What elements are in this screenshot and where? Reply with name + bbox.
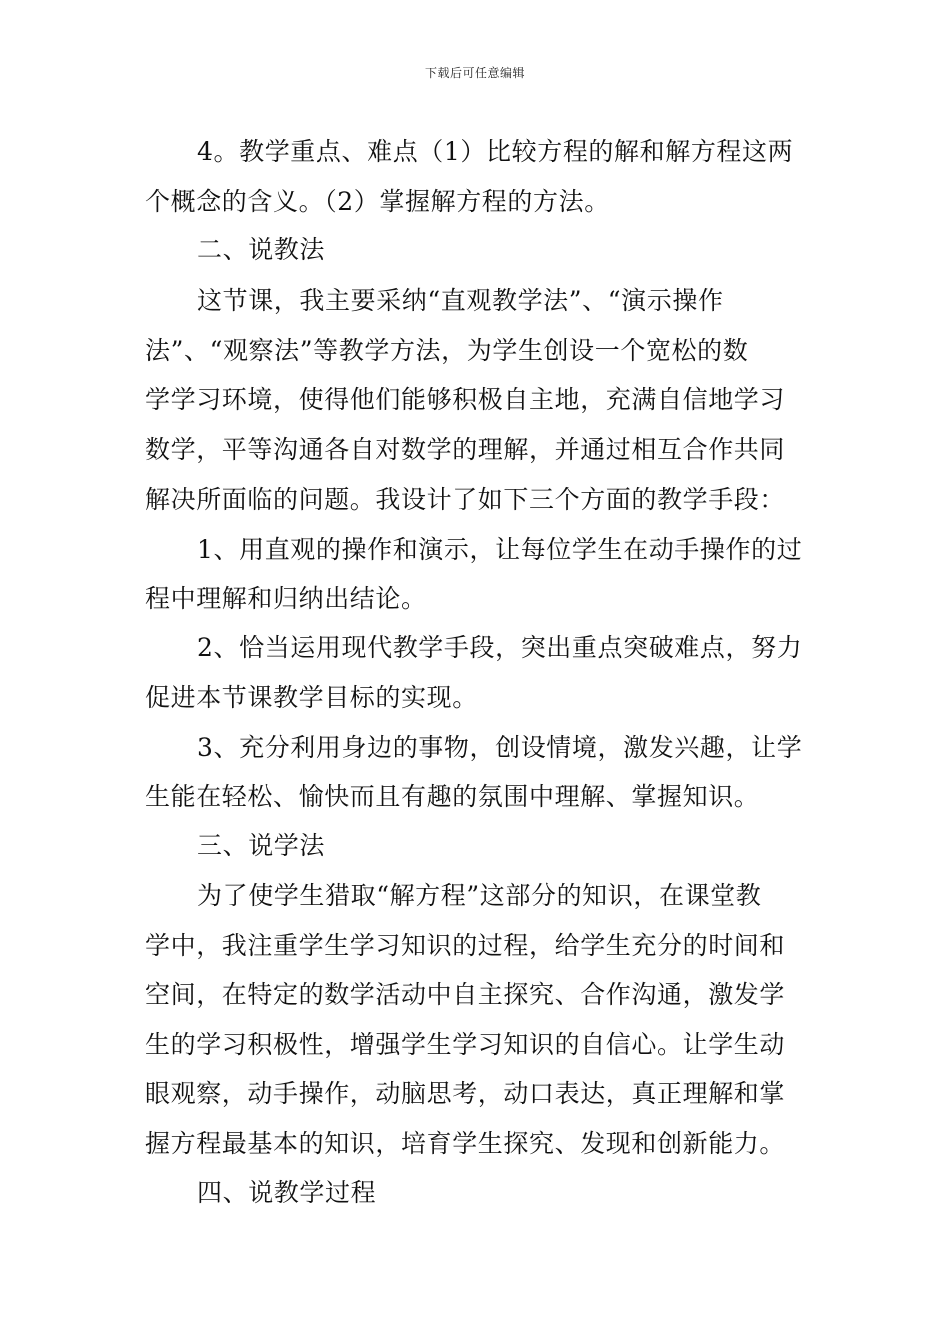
paragraph-line: 促进本节课教学目标的实现。: [145, 683, 478, 712]
paragraph-line: 程中理解和归纳出结论。: [145, 584, 427, 613]
section-heading: 三、说学法: [197, 831, 326, 860]
paragraph-line: 学中，我注重学生学习知识的过程，给学生充分的时间和: [145, 931, 786, 960]
paragraph-line: 1、用直观的操作和演示，让每位学生在动手操作的过: [197, 535, 803, 564]
paragraph-line: 解决所面临的问题。我设计了如下三个方面的教学手段：: [145, 485, 786, 514]
paragraph-line: 个概念的含义。（2）掌握解方程的方法。: [145, 187, 610, 216]
section-heading: 二、说教法: [197, 235, 326, 264]
section-heading: 四、说教学过程: [197, 1178, 377, 1207]
paragraph-line: 2、恰当运用现代教学手段，突出重点突破难点，努力: [197, 633, 803, 662]
paragraph-line: 这节课，我主要采纳“直观教学法”、“演示操作: [197, 286, 724, 315]
paragraph-line: 法”、“观察法”等教学方法，为学生创设一个宽松的数: [145, 336, 749, 365]
paragraph-line: 3、充分利用身边的事物，创设情境，激发兴趣，让学: [197, 733, 803, 762]
paragraph-line: 握方程最基本的知识，培育学生探究、发现和创新能力。: [145, 1129, 786, 1158]
paragraph-line: 学学习环境，使得他们能够积极自主地，充满自信地学习: [145, 385, 786, 414]
page-header: 下载后可任意编辑: [424, 66, 525, 80]
paragraph-line: 数学，平等沟通各自对数学的理解，并通过相互合作共同: [145, 435, 786, 464]
paragraph-line: 为了使学生猎取“解方程”这部分的知识，在课堂教: [197, 881, 762, 910]
paragraph-line: 生的学习积极性，增强学生学习知识的自信心。让学生动: [145, 1030, 786, 1059]
paragraph-line: 眼观察，动手操作，动脑思考，动口表达，真正理解和掌: [145, 1079, 786, 1108]
paragraph-line: 空间，在特定的数学活动中自主探究、合作沟通，激发学: [145, 980, 786, 1009]
paragraph-line: 4。教学重点、难点（1）比较方程的解和解方程这两: [197, 137, 794, 166]
paragraph-line: 生能在轻松、愉快而且有趣的氛围中理解、掌握知识。: [145, 782, 760, 811]
